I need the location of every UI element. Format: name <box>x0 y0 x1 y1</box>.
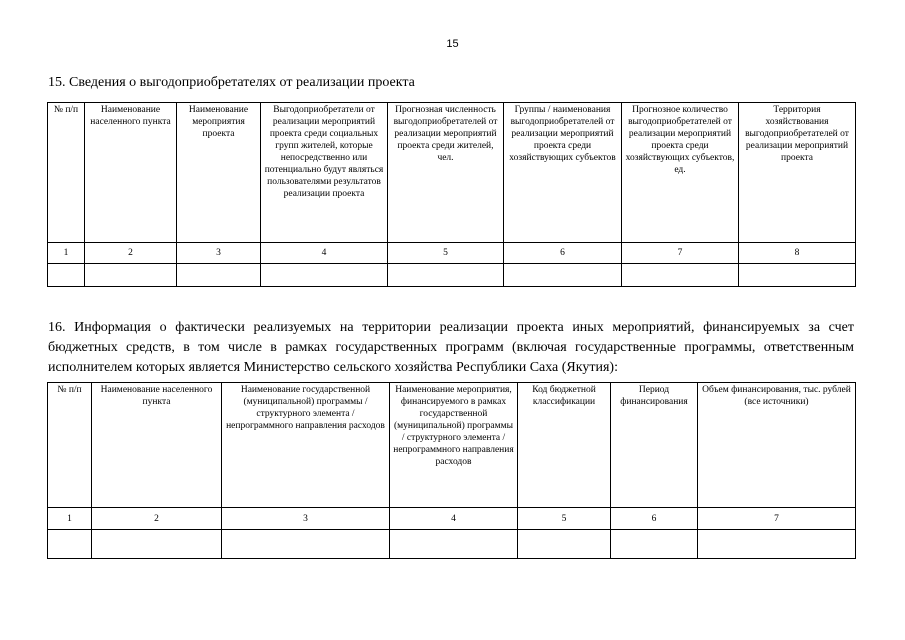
column-header: Наименование государственной (муниципальной) программы / структурного элемента / непрограммного направления расходов <box>222 383 390 508</box>
column-number: 8 <box>739 243 856 264</box>
column-number: 1 <box>48 243 85 264</box>
table-cell <box>518 530 611 559</box>
column-number: 1 <box>48 508 92 530</box>
table-cell <box>48 264 85 287</box>
table-cell <box>222 530 390 559</box>
column-number: 6 <box>504 243 622 264</box>
column-header: Территория хозяйствования выгодоприобретателей от реализации мероприятий проекта <box>739 103 856 243</box>
column-number: 4 <box>261 243 388 264</box>
page-number: 15 <box>446 38 459 50</box>
beneficiaries-table <box>47 102 856 287</box>
column-header: Наименование населенного пункта <box>85 103 177 243</box>
table-cell <box>261 264 388 287</box>
column-header: Выгодоприобретатели от реализации мероприятий проекта среди социальных групп жителей, которые непосредственно или потенциально будут являться пользователями результатов реализации проекта <box>261 103 388 243</box>
column-header: Код бюджетной классификации <box>518 383 611 508</box>
table-cell <box>739 264 856 287</box>
column-number: 5 <box>388 243 504 264</box>
column-number: 5 <box>518 508 611 530</box>
other-activities-table <box>47 382 856 559</box>
table-cell <box>85 264 177 287</box>
column-number-row <box>48 243 856 264</box>
column-header: № п/п <box>48 103 85 243</box>
table-cell <box>92 530 222 559</box>
column-number-row <box>48 508 856 530</box>
table-header-row <box>48 103 856 243</box>
table-row <box>48 264 856 287</box>
column-number: 6 <box>611 508 698 530</box>
section-15-heading: 15. Сведения о выгодоприобретателях от реализации проекта <box>48 75 415 90</box>
column-number: 7 <box>698 508 856 530</box>
column-number: 2 <box>85 243 177 264</box>
column-header: Наименование мероприятия проекта <box>177 103 261 243</box>
table-cell <box>177 264 261 287</box>
column-header: Наименование мероприятия, финансируемого в рамках государственной (муниципальной) программы / структурного элемента / непрограммного направления расходов <box>390 383 518 508</box>
column-header: № п/п <box>48 383 92 508</box>
table-cell <box>611 530 698 559</box>
table-cell <box>390 530 518 559</box>
table-row <box>48 530 856 559</box>
column-number: 2 <box>92 508 222 530</box>
column-header: Наименование населенного пункта <box>92 383 222 508</box>
column-header: Группы / наименования выгодоприобретателей от реализации мероприятий проекта среди хозяйствующих субъектов <box>504 103 622 243</box>
table-header-row <box>48 383 856 508</box>
column-header: Прогнозная численность выгодоприобретателей от реализации мероприятий проекта среди жителей, чел. <box>388 103 504 243</box>
table-cell <box>504 264 622 287</box>
section-16-paragraph: 16. Информация о фактически реализуемых на территории реализации проекта иных мероприятий, финансируемых за счет бюджетных средств, в том числе в рамках государственных программ (включая государственные программы, ответственным исполнителем которых является Министерство сельского хозяйства Республики Саха (Якутия): <box>48 320 854 375</box>
column-header: Объем финансирования, тыс. рублей (все источники) <box>698 383 856 508</box>
column-header: Период финансирования <box>611 383 698 508</box>
table-cell <box>388 264 504 287</box>
column-number: 3 <box>177 243 261 264</box>
column-number: 3 <box>222 508 390 530</box>
table-cell <box>48 530 92 559</box>
table-cell <box>698 530 856 559</box>
column-number: 4 <box>390 508 518 530</box>
table-cell <box>622 264 739 287</box>
column-header: Прогнозное количество выгодоприобретателей от реализации мероприятий проекта среди хозяйствующих субъектов, ед. <box>622 103 739 243</box>
column-number: 7 <box>622 243 739 264</box>
